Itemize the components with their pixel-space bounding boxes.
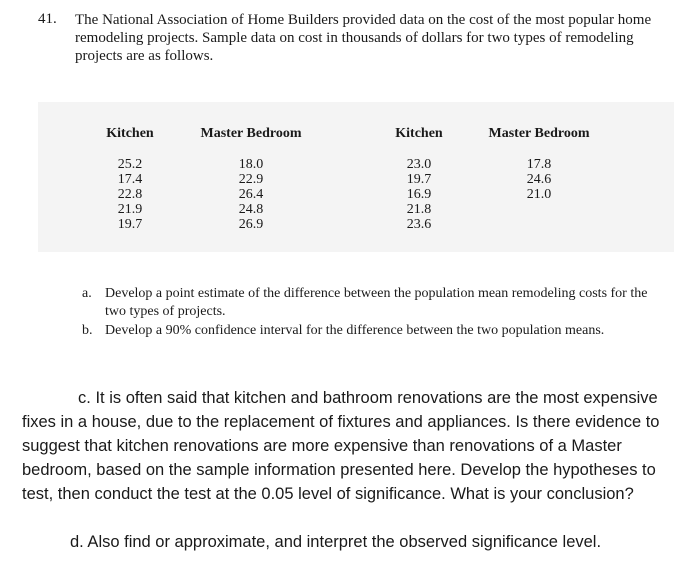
table-cell: 24.8 [238,202,264,217]
table-column-master-bedroom-1 [187,125,315,232]
part-a-text: Develop a point estimate of the difference between the population mean remodeling costs for the two types of projects. [105,286,648,319]
question-stem: The National Association of Home Builders provided data on the cost of the most popular home remodeling projects. Sample data on cost in thousands of dollars for two types of remodeling projects are as follows. [75,12,652,64]
table-cell: 19.7 [117,217,143,232]
column-header: Kitchen [395,126,443,141]
column-header: Master Bedroom [200,126,302,141]
table-cell: 19.7 [406,172,432,187]
table-column-kitchen-2 [383,125,455,232]
part-c-paragraph [22,386,682,506]
part-a-letter: a. [82,286,92,301]
column-values [90,157,170,232]
table-cell: 23.6 [406,217,432,232]
table-cell: 21.9 [117,202,143,217]
question-number: 41. [38,11,57,27]
table-cell: 16.9 [406,187,432,202]
table-cell: 23.0 [406,157,432,172]
table-cell: 17.8 [526,157,552,172]
table-cell: 25.2 [117,157,143,172]
table-cell: 18.0 [238,157,264,172]
part-b-letter: b. [82,323,93,338]
column-header: Master Bedroom [488,126,590,141]
table-cell: 24.6 [526,172,552,187]
column-values [383,157,455,232]
table-cell: 26.4 [238,187,264,202]
column-values [478,157,600,202]
table-cell: 22.8 [117,187,143,202]
table-cell: 26.9 [238,217,264,232]
column-values [187,157,315,232]
table-cell: 22.9 [238,172,264,187]
part-c-text: It is often said that kitchen and bathroom renovations are the most expensive fixes in a house, due to the replacement of fixtures and appliances. Is there evidence to suggest that kitchen renovations are more expensive than renovations of a Master bedroom, based on the sample information presented here. Develop the hypotheses to test, then conduct the test at the 0.05 level of significance. What is your conclusion? [22,389,660,503]
table-column-kitchen-1 [90,125,170,232]
table-column-master-bedroom-2 [478,125,600,202]
table-cell: 17.4 [117,172,143,187]
part-c-letter: c. [78,389,91,407]
column-header: Kitchen [106,126,154,141]
part-b-text: Develop a 90% confidence interval for the difference between the two population means. [105,323,605,338]
table-cell: 21.0 [526,187,552,202]
table-cell: 21.8 [406,202,432,217]
part-d-text: d. Also find or approximate, and interpret the observed significance level. [70,533,602,551]
